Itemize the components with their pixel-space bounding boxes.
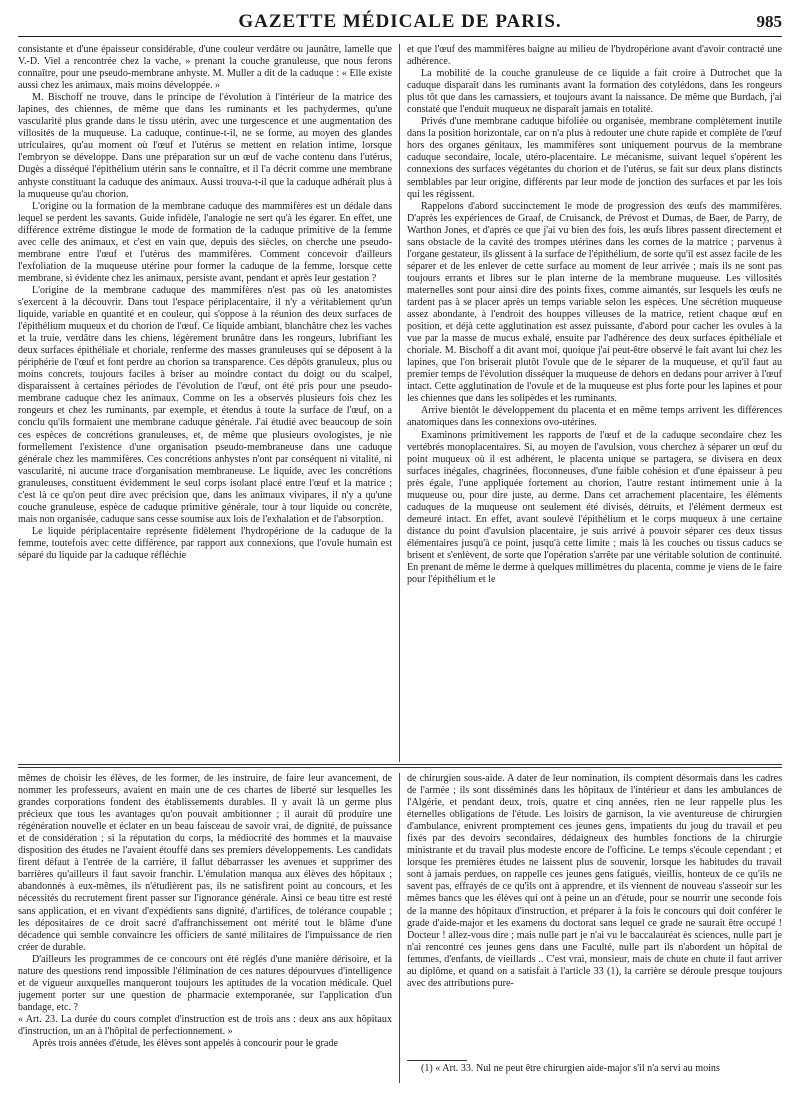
paragraph: L'origine ou la formation de la membrane caduque des mammifères est un dédale dans lequel se perdent les savants. Guide infidèle, l'analogie ne sert qu'à les égarer. En effet, une différence extrême distingue le mode de formation de la caduque primitive de la femme avec celle des animaux, et c'est en vain que, depuis des siècles, on cherche une pseudo-membrane entre l'œuf et l'utérus des mammifères. Comment concevoir d'ailleurs l'exfoliation de la muqueuse utérine pour former la caduque de la femme, lorsque cette membrane, si évidente chez les animaux, persiste avant, pendant et après leur gestation ? xyxy=(18,200,392,284)
section-rule xyxy=(18,764,782,765)
paragraph: M. Bischoff ne trouve, dans le principe de l'évolution à l'intérieur de la matrice des lapines, des chiennes, de même que dans les ruminants et les pachydermes, qu'une vascularité plus grande dans le tissu utérin, avec une turgescence et une augmentation des villosités de la muqueuse. La caduque, continue-t-il, ne se forme, au moyen des glandes utriculaires, qu'au moment où l'œuf et l'utérus se mettent en relation intime, lorsque l'embryon se développe. Dans une préparation sur un œuf de vache contenu dans l'utérus, Dugès a disséqué l'épithélium utérin sans le connaître, et il l'a décrit comme une membrane anhyste constituant la caduque des animaux. Aussi trouva-t-il que la caduque adhérait plus à la muqueuse qu'au chorion. xyxy=(18,92,392,200)
paragraph: de chirurgien sous-aide. A dater de leur nomination, ils comptent désormais dans les cadres de l'armée ; ils sont disséminés dans les hôpitaux de l'intérieur et dans les ambulances de l'Algérie, et pendant deux, trois, quatre et cinq années, rien ne leur rappelle plus les éternelles obligations de l'étude. Les loisirs de garnison, la vie aventureuse de chirurgien d'ambulance, enivrent promptement ces jeunes gens, impatients du joug du travail et peu fixés par des devoirs secondaires, dédaigneux des humbles fonctions de la chirurgie ministrante et du travail plus modeste encore de l'officine. Le temps s'écoule cependant ; et lorsque les premières études ne laissent plus de souvenir, lorsque les habitudes du travail sont à jamais perdues, on rappelle ces jeunes gens fatigués, vieillis, honteux de ce qu'ils ne savent pas, effrayés de ce qu'ils ont à apprendre, et ils viennent de nouveau s'asseoir sur les mêmes bancs que les élèves qui ont à peine un an d'étude, pour se nourrir une seconde fois de la manne des hôpitaux d'instruction, et préparer à la fois le concours qui doit conférer le grade d'aide-major et les examens du doctorat sans lequel ce grade ne saurait être occupé ! Docteur ! allez-vous dire ; mais nulle part je n'ai vu le baccalauréat ès sciences, nulle part je n'ai rencontré ces jeunes gens dans une Faculté, nulle part ils n'abordent un hôpital de femmes, d'enfants, de vieillards .. C'est vrai, monsieur, mais de chute en chute il faut arriver au diplôme, et quand on a satisfait à l'article 33 (1), la carrière se déroule presque toujours avec des attributions pure- xyxy=(407,773,782,989)
paragraph: Le liquide périplacentaire représente fidèlement l'hydropérione de la caduque de la femme, toutefois avec cette différence, par rapport aux connexions, que l'ovule humain est séparé du liquide par la caduque réfléchie xyxy=(18,525,392,561)
bottom-right-column xyxy=(407,773,782,1056)
paragraph: Arrive bientôt le développement du placenta et en même temps arrivent les différences anatomiques dans les connexions ovo-utérines. xyxy=(407,405,782,429)
paragraph: et que l'œuf des mammifères baigne au milieu de l'hydropérione avant d'avoir contracté une adhérence. xyxy=(407,44,782,68)
paragraph: Examinons primitivement les rapports de l'œuf et de la caduque secondaire chez les vertébrés monoplacentaires. Si, au moyen de l'avulsion, vous cherchez à séparer un œuf du point muqueux où il est adhérent, le placenta unique se partagera, se divisera en deux surfaces inégales, chagrinées, floconneuses, d'une faible cohésion et d'une épaisseur à peu près égale, l'une appliquée fortement au chorion, l'autre restant intimement unie à la muqueuse ou, pour dire juste, au derme. Dans cet arrachement placentaire, les éléments caduques de la muqueuse ont seulement été divisés, détruits, et l'élément dermeux est demeuré intact. En effet, avant soulevé l'épithélium et le corps muqueux à une certaine distance du point d'avulsion placentaire, je suis arrivé à pouvoir séparer ces deux tissus élémentaires jusqu'à ce point, jusqu'à cette limite ; mais là les couches ou tissus caducs se brisent et s'enlèvent, de sorte que l'opération s'arrête par une véritable solution de continuité. En prenant de même le derme à quelques millimètres du placenta, comme je viens de le faire pour l'épithélium et le xyxy=(407,429,782,586)
paragraph: consistante et d'une épaisseur considérable, d'une couleur verdâtre ou jaunâtre, lamelle que V.-D. Viel a rencontrée chez la vache, » prenant la couche granuleuse, que nous ferons connaître, pour une pseudo-membrane anhyste. M. Muller a dit de la caduque : « Elle existe aussi chez les animaux, mais moins développée. » xyxy=(18,44,392,92)
paragraph: Après trois années d'étude, les élèves sont appelés à concourir pour le grade xyxy=(32,1038,338,1050)
journal-title: GAZETTE MÉDICALE DE PARIS. xyxy=(238,11,562,32)
bottom-left-column xyxy=(18,773,392,1079)
page-header xyxy=(18,10,782,37)
paragraph: « Art. 23. La durée du cours complet d'instruction est de trois ans : deux ans aux hôpitaux d'instruction, un an à l'hôpital de perfectionnement. » xyxy=(18,1013,392,1037)
paragraph: mêmes de choisir les élèves, de les former, de les instruire, de faire leur avancement, de nommer les professeurs, avaient en main une de ces chartes de liberté sur lesquelles les grandes corporations fondent des établissements durables. Il y avait là un germe plus précieux que tous les avantages qu'on pouvait ambitionner ; il aurait dû produire une régénération nouvelle et éclater en un beau faisceau de savoir vrai, de dignité, de puissance et de considération ; si la réputation du corps, la médiocrité des hommes et la mauvaise disposition des études ne l'avaient étouffé dans ses premiers développements. Les candidats firent défaut à l'entrée de la carrière, il fallut débarrasser les avenues et supprimer des barrières qu'ailleurs il faut savoir franchir. L'émulation manqua aux élèves des hôpitaux ; abandonnés à eux-mêmes, ils n'étudièrent pas, ils ne satisfirent point au concours, et les nécessités du recrutement firent passer sur l'ignorance générale. Ainsi ce beau titre est resté sans application, et en vivant d'expédients sans dignité, d'artifices, de tolérance coupable ; les dépositaires de ce droit sacré d'affranchissement ont mérité tout le blâme d'une décadence qui semble convaincre les officiers de santé militaires de l'impuissance de rien créer de durable. xyxy=(18,773,392,953)
section-rule xyxy=(18,767,782,768)
paragraph: La mobilité de la couche granuleuse de ce liquide a fait croire à Dutrochet que la caduque disparaît dans les ruminants avant la formation des cotylédons, dans les rongeurs plus tôt que dans les carnassiers, et toujours avant la naissance. De même que Burdach, j'ai constaté que l'enduit muqueux ne disparaît jamais en totalité. xyxy=(407,68,782,116)
footnote-rule xyxy=(407,1060,467,1061)
footnote: (1) « Art. 33. Nul ne peut être chirurgien aide-major s'il n'a servi au moins xyxy=(421,1063,720,1074)
paragraph: Privés d'une membrane caduque bifoliée ou organisée, membrane complètement inutile dans la position horizontale, car on n'a plus à redouter une chute rapide et complète de l'œuf hors des organes génitaux, les mammifères sont uniquement pourvus de la membrane caduque secondaire, locale, utéro-placentaire. Le mécanisme, suivant lequel s'opèrent les connexions des surfaces végétantes du chorion et de l'utérus, se fait sur deux plans distincts semblables par leur origine, différents par leur mode de jonction des surfaces et par les lois qui les régissent. xyxy=(407,116,782,200)
paragraph: Rappelons d'abord succinctement le mode de progression des œufs des mammifères. D'après les expériences de Graaf, de Cruisanck, de Prévost et Dumas, de Baer, de Parry, de Warthon Jones, et d'après ce que j'ai vu bien des fois, les œufs libres passent directement et sans obstacle de la cavité des trompes utérines dans les cornes de la matrice ; parvenus à l'organe gestateur, ils glissent à la surface de l'épithélium, de sorte qu'il est assez facile de les séparer et de les enlever de cette surface au moment de leur arrivée ; mais ils ne sont pas toujours errants et libres sur le plan interne de la membrane muqueuse. Les villosités maternelles sont pour ainsi dire des points fixes, comme aimantés, sur lesquels les œufs ne tardent pas à se placer après un temps variable selon les espèces. Une sécrétion muqueuse assez abondante, à l'endroit des houppes villeuses de la matrice, retient chaque œuf en position, et déjà cette agglutination est assez puissante, d'abord pour cacher les ovules à la vue par la masse de mucus exhalé, ensuite par l'adhérence des deux surfaces épithéliale et choriale. M. Bischoff a dit avant moi, quoique j'ai peut-être observé le fait avant lui chez les lapines, que l'on briserait plutôt l'ovule que de le séparer de la muqueuse, et qu'il faut au premier temps de l'évolution disséquer la muqueuse de dehors en dedans pour arriver à l'œuf intact. Cette agglutination de l'ovule et de la muqueuse est plus forte pour les lapines et pour les chiennes que dans les solipèdes et les ruminants. xyxy=(407,200,782,405)
column-divider-top xyxy=(399,44,400,762)
paragraph: D'ailleurs les programmes de ce concours ont été réglés d'une manière dérisoire, et la nature des questions rend impossible l'élimination de ces natures dépourvues d'intelligence et de vigueur auxquelles manqueront toujours les aptitudes de la vocation médicale. Quel jugement porter sur une question de pharmacie extemporanée, sur l'application d'un bandage, etc. ? xyxy=(18,953,392,1013)
page-number: 985 xyxy=(756,12,782,31)
top-right-column xyxy=(407,44,782,760)
column-divider-bottom xyxy=(399,773,400,1083)
top-left-column xyxy=(18,44,392,760)
paragraph: L'origine de la membrane caduque des mammifères n'est pas où les anatomistes s'exercent à la découvrir. Dans tout l'espace périplacentaire, il n'y a véritablement qu'un liquide, variable en quantité et en couleur, qui s'oppose à la réunion des deux surfaces de l'épithélium muqueux et du chorion de l'œuf. Ce liquide ambiant, blanchâtre chez les vaches et la truie, verdâtre dans les chiens, légèrement brunâtre dans les rongeurs, lubrifiant les deux surfaces épithéliale et choriale, renferme des masses granuleuses qui se déposent à la périphérie de l'œuf et font perdre au chorion sa transparence. Ces dépôts granuleux, plus ou moins concrets, toujours faciles à briser au moindre contact du doigt ou du scalpel, disparaissent à certaines périodes de l'évolution de l'œuf, ont été pris pour une pseudo-membrane caduque chez les animaux. Comme on les a observés plusieurs fois chez les rongeurs et chez les ruminants, par exemple, et étendus à toute la surface de l'œuf, on a conclu qu'ils formaient une membrane caduque générale. J'ai étudié avec beaucoup de soin ces espèces de concrétions granuleuses, et, de même que plusieurs ovologistes, je nie formellement l'existence d'une organisation pseudo-membraneuse dans une caduque générale chez les mammifères. Ces concrétions anhystes n'ont par conséquent ni vitalité, ni vascularité, ni aucune trace d'organisation membraneuse. Le liquide, avec les concrétions granuleuses, constituent évidemment le seul corps isolant placé entre l'œuf et la matrice ; c'est là ce qu'on peut dire avec précision que, dans les animaux vivipares, il n'y a qu'une couche granuleuse, espèce de caduque primitive générale, tour à tour liquide ou concrète, mais non organisée, caduque sans cesse soumise aux lois de l'exhalation et de l'absorption. xyxy=(18,284,392,525)
